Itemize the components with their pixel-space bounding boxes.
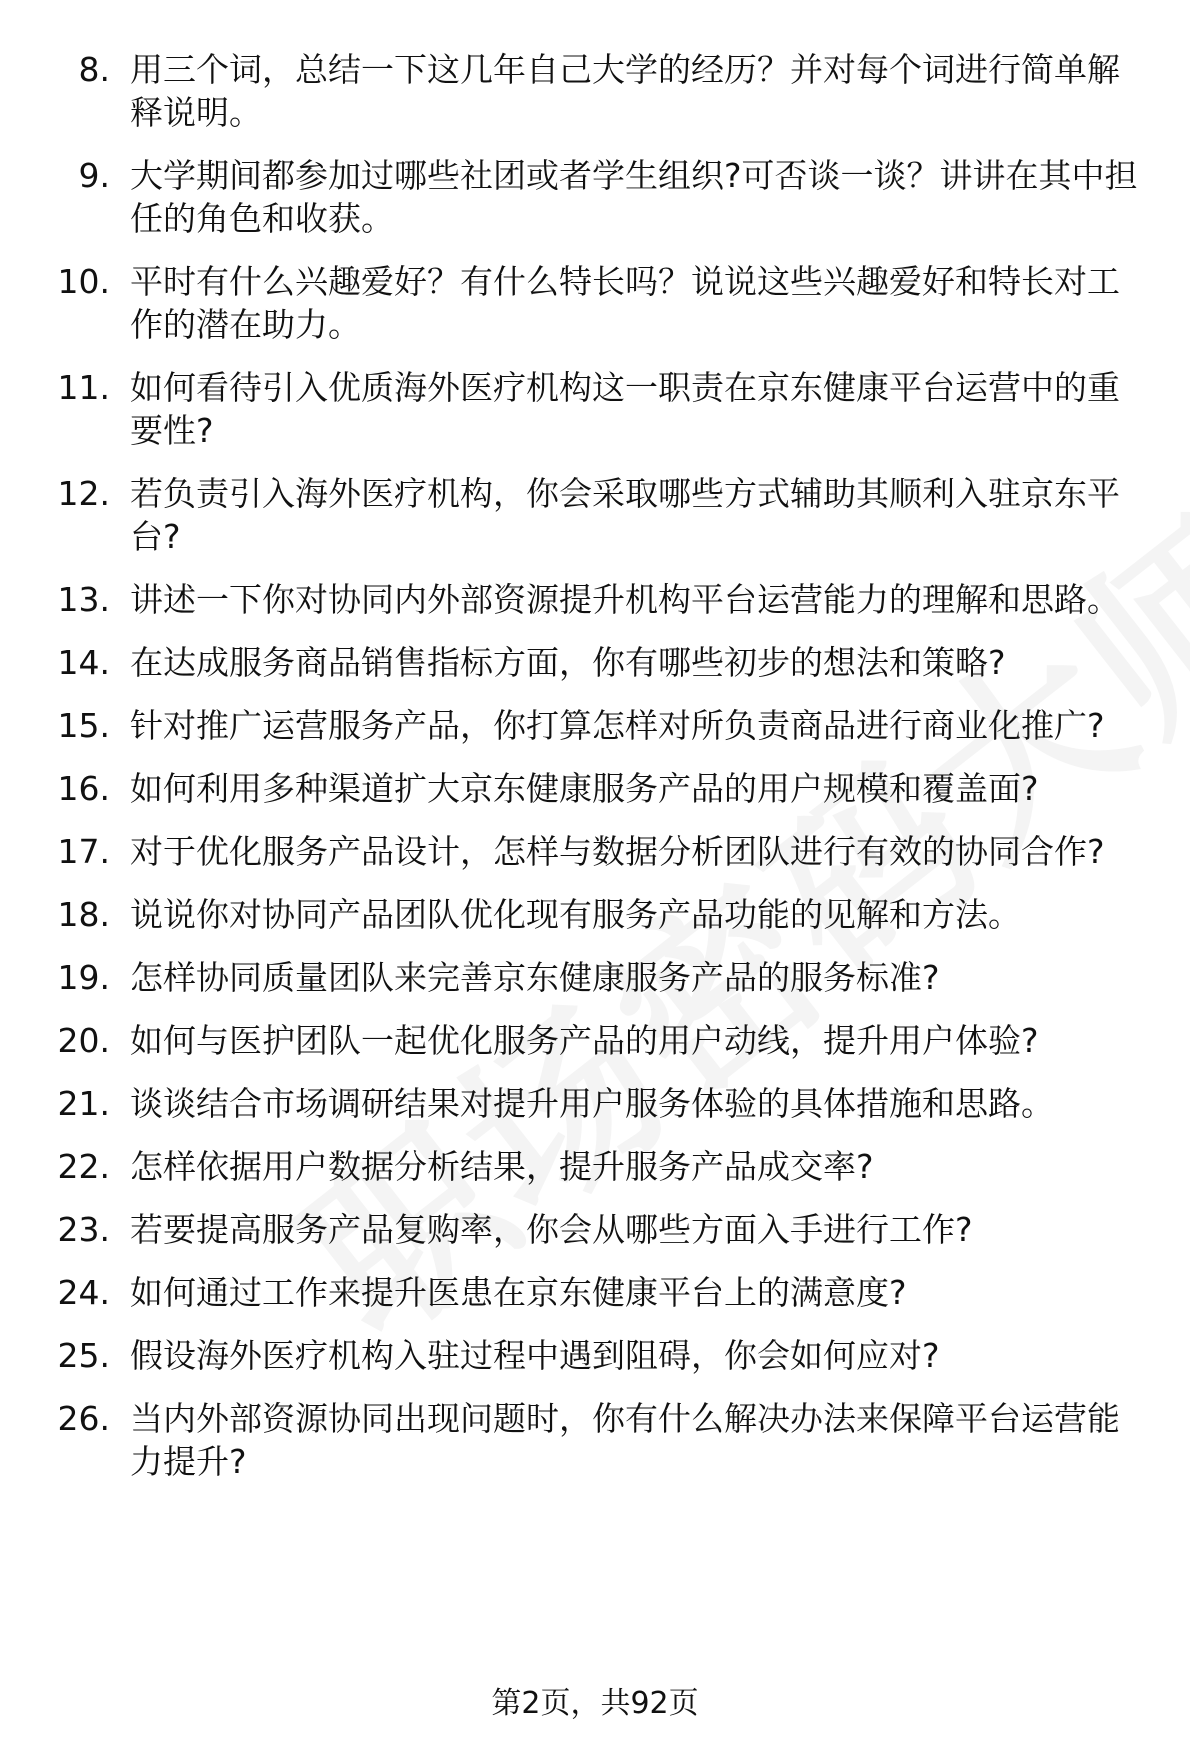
list-item [0, 956, 1190, 999]
question-text: 如何通过工作来提升医患在京东健康平台上的满意度? [130, 1273, 907, 1312]
question-number: 18. [57, 895, 110, 934]
question-text: 在达成服务商品销售指标方面，你有哪些初步的想法和策略? [130, 643, 1006, 682]
question-list [0, 48, 1190, 1503]
list-item [0, 830, 1190, 873]
question-text: 若要提高服务产品复购率，你会从哪些方面入手进行工作? [130, 1210, 973, 1249]
list-item [0, 641, 1190, 684]
question-text: 说说你对协同产品团队优化现有服务产品功能的见解和方法。 [130, 895, 1021, 934]
list-item [0, 1145, 1190, 1188]
question-number: 17. [57, 832, 110, 871]
question-text: 大学期间都参加过哪些社团或者学生组织?可否谈一谈？讲讲在其中担任的角色和收获。 [130, 156, 1138, 238]
list-item [0, 260, 1190, 346]
question-text: 平时有什么兴趣爱好？有什么特长吗？说说这些兴趣爱好和特长对工作的潜在助力。 [130, 262, 1120, 344]
question-text: 如何与医护团队一起优化服务产品的用户动线，提升用户体验? [130, 1021, 1039, 1060]
question-text: 谈谈结合市场调研结果对提升用户服务体验的具体措施和思路。 [130, 1084, 1054, 1123]
question-text: 怎样依据用户数据分析结果，提升服务产品成交率? [130, 1147, 874, 1186]
list-item [0, 1334, 1190, 1377]
question-number: 21. [57, 1084, 110, 1123]
list-item [0, 893, 1190, 936]
question-text: 如何利用多种渠道扩大京东健康服务产品的用户规模和覆盖面? [130, 769, 1039, 808]
question-text: 若负责引入海外医疗机构，你会采取哪些方式辅助其顺利入驻京东平台? [130, 474, 1120, 556]
question-text: 用三个词，总结一下这几年自己大学的经历？并对每个词进行简单解释说明。 [130, 50, 1120, 132]
question-number: 14. [57, 643, 110, 682]
list-item [0, 472, 1190, 558]
question-number: 24. [57, 1273, 110, 1312]
question-number: 20. [57, 1021, 110, 1060]
question-number: 19. [57, 958, 110, 997]
question-number: 8. [78, 50, 110, 89]
list-item [0, 154, 1190, 240]
list-item [0, 1019, 1190, 1062]
question-text: 当内外部资源协同出现问题时，你有什么解决办法来保障平台运营能力提升? [130, 1399, 1120, 1481]
question-number: 10. [57, 262, 110, 301]
question-text: 怎样协同质量团队来完善京东健康服务产品的服务标准? [130, 958, 940, 997]
question-text: 对于优化服务产品设计，怎样与数据分析团队进行有效的协同合作? [130, 832, 1105, 871]
list-item [0, 704, 1190, 747]
page-number: 第2页，共92页 [491, 1686, 699, 1721]
question-number: 23. [57, 1210, 110, 1249]
list-item [0, 1397, 1190, 1483]
list-item [0, 1208, 1190, 1251]
list-item [0, 1082, 1190, 1125]
question-number: 12. [57, 474, 110, 513]
question-text: 如何看待引入优质海外医疗机构这一职责在京东健康平台运营中的重要性? [130, 368, 1120, 450]
question-number: 25. [57, 1336, 110, 1375]
question-number: 26. [57, 1399, 110, 1438]
question-number: 15. [57, 706, 110, 745]
question-number: 13. [57, 580, 110, 619]
question-text: 针对推广运营服务产品，你打算怎样对所负责商品进行商业化推广? [130, 706, 1105, 745]
question-text: 讲述一下你对协同内外部资源提升机构平台运营能力的理解和思路。 [130, 580, 1120, 619]
list-item [0, 48, 1190, 134]
question-number: 22. [57, 1147, 110, 1186]
question-text: 假设海外医疗机构入驻过程中遇到阻碍，你会如何应对? [130, 1336, 940, 1375]
question-number: 16. [57, 769, 110, 808]
question-number: 9. [78, 156, 110, 195]
list-item [0, 578, 1190, 621]
question-number: 11. [57, 368, 110, 407]
list-item [0, 366, 1190, 452]
list-item [0, 1271, 1190, 1314]
list-item [0, 767, 1190, 810]
